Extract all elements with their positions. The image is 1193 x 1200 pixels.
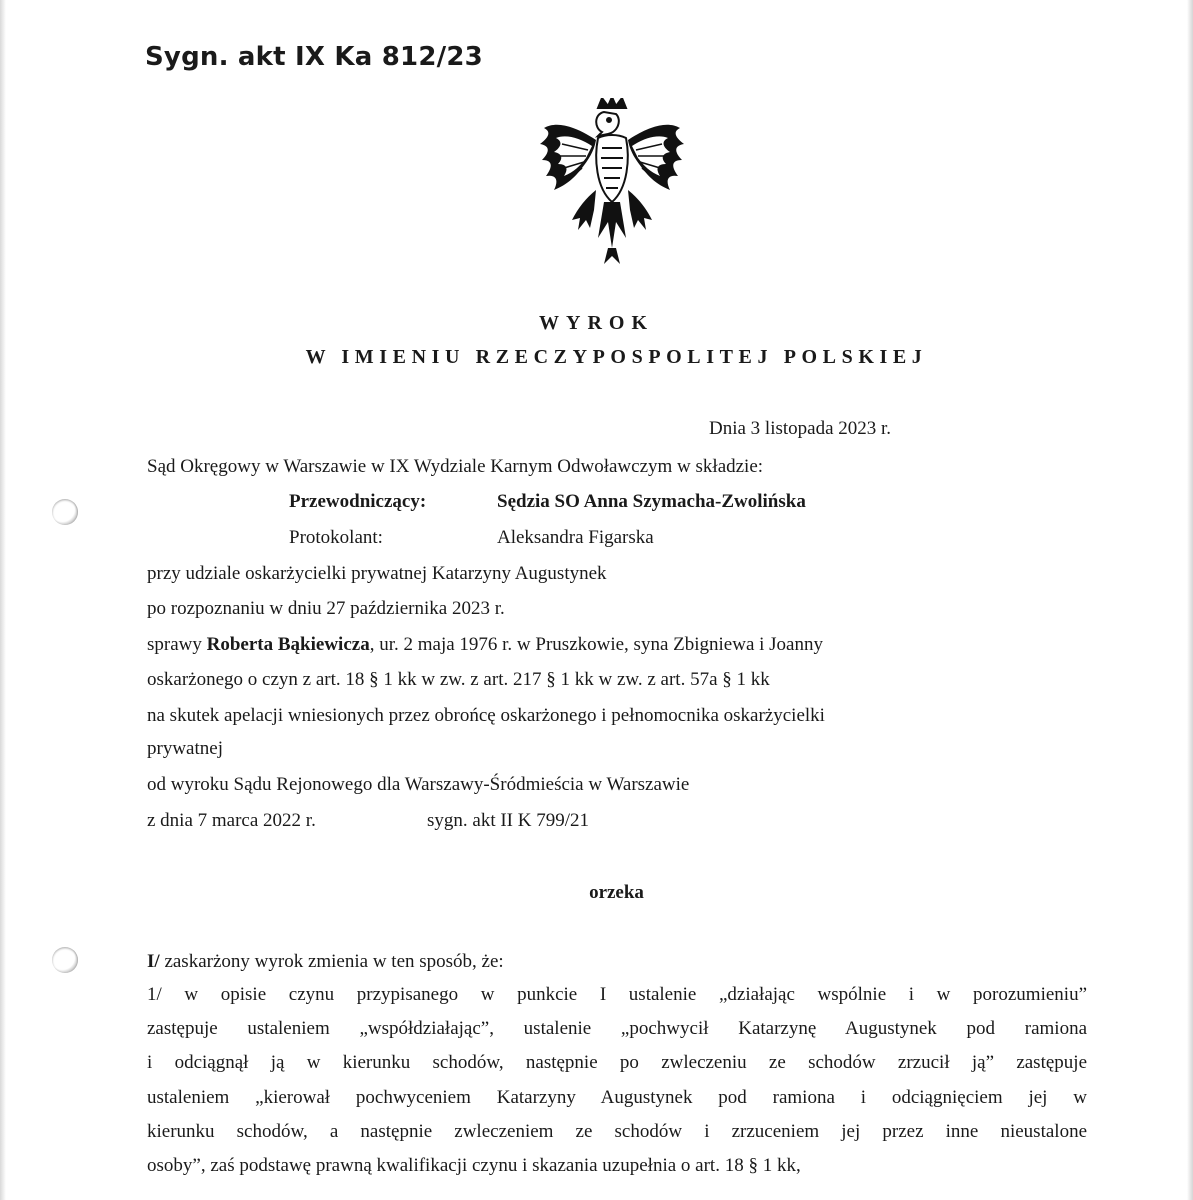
clerk-name: Aleksandra Figarska — [497, 527, 654, 548]
ruling-line-1: 1/ w opisie czynu przypisanego w punkcie I ustalenie „działając wspólnie i w porozumieniu” — [147, 984, 1087, 1005]
ruling-line-6: osoby”, zaś podstawę prawną kwalifikacji czynu i skazania uzupełnia o art. 18 § 1 kk, — [147, 1155, 801, 1176]
binder-hole — [52, 499, 78, 525]
presiding-name: Sędzia SO Anna Szymacha-Zwolińska — [497, 491, 806, 512]
binder-hole — [52, 947, 78, 973]
presiding-label: Przewodniczący: — [289, 491, 427, 512]
appeal-line: na skutek apelacji wniesionych przez obrońcę oskarżonego i pełnomocnika oskarżycielki — [147, 705, 825, 726]
polish-eagle-emblem-icon — [538, 98, 686, 266]
court-line: Sąd Okręgowy w Warszawie w IX Wydziale Karnym Odwoławczym w składzie: — [147, 456, 764, 477]
prosecutor-line: przy udziale oskarżycielki prywatnej Katarzyny Augustynek — [147, 563, 607, 584]
lower-court-date: z dnia 7 marca 2022 r. — [147, 810, 316, 831]
judgment-title: WYROK — [539, 312, 654, 334]
ruling-line-2: zastępuje ustaleniem „współdziałając”, ustalenie „pochwycił Katarzynę Augustynek pod ramiona — [147, 1018, 1087, 1039]
lower-court-sygn: sygn. akt II K 799/21 — [427, 810, 590, 831]
ruling-line-5: kierunku schodów, a następnie zwleczeniem ze schodów i zrzuceniem jej przez inne nieustalone — [147, 1121, 1087, 1142]
charge-line: oskarżonego o czyn z art. 18 § 1 kk w zw. z art. 217 § 1 kk w zw. z art. 57a § 1 kk — [147, 669, 770, 690]
page-right-edge — [1187, 0, 1193, 1200]
ruling-line-3: i odciągnął ją w kierunku schodów, następnie po zwleczeniu ze schodów zrzucił ją” zastępuje — [147, 1052, 1087, 1073]
judgment-subtitle: W IMIENIU RZECZYPOSPOLITEJ POLSKIEJ — [305, 346, 928, 368]
ruling-word: orzeka — [589, 882, 644, 903]
judgment-date: Dnia 3 listopada 2023 r. — [709, 418, 892, 439]
case-number: Sygn. akt IX Ka 812/23 — [145, 42, 483, 72]
ruling-point-text: zaskarżony wyrok zmienia w ten sposób, że: — [159, 951, 504, 972]
case-line — [147, 634, 823, 656]
ruling-point — [147, 951, 504, 973]
appeal-line-cont: prywatnej — [147, 738, 223, 759]
case-prefix: sprawy — [147, 634, 207, 655]
clerk-label: Protokolant: — [289, 527, 383, 548]
ruling-point-label: I/ — [147, 951, 160, 972]
defendant-name: Roberta Bąkiewicza — [206, 634, 370, 655]
lower-court-line: od wyroku Sądu Rejonowego dla Warszawy-Śródmieścia w Warszawie — [147, 774, 690, 795]
ruling-line-4: ustaleniem „kierował pochwyceniem Katarzyny Augustynek pod ramiona i odciągnięciem jej w — [147, 1087, 1087, 1108]
hearing-line: po rozpoznaniu w dniu 27 października 2023 r. — [147, 598, 505, 619]
case-suffix: , ur. 2 maja 1976 r. w Pruszkowie, syna Zbigniewa i Joanny — [369, 634, 823, 655]
page-left-edge — [0, 0, 6, 1200]
